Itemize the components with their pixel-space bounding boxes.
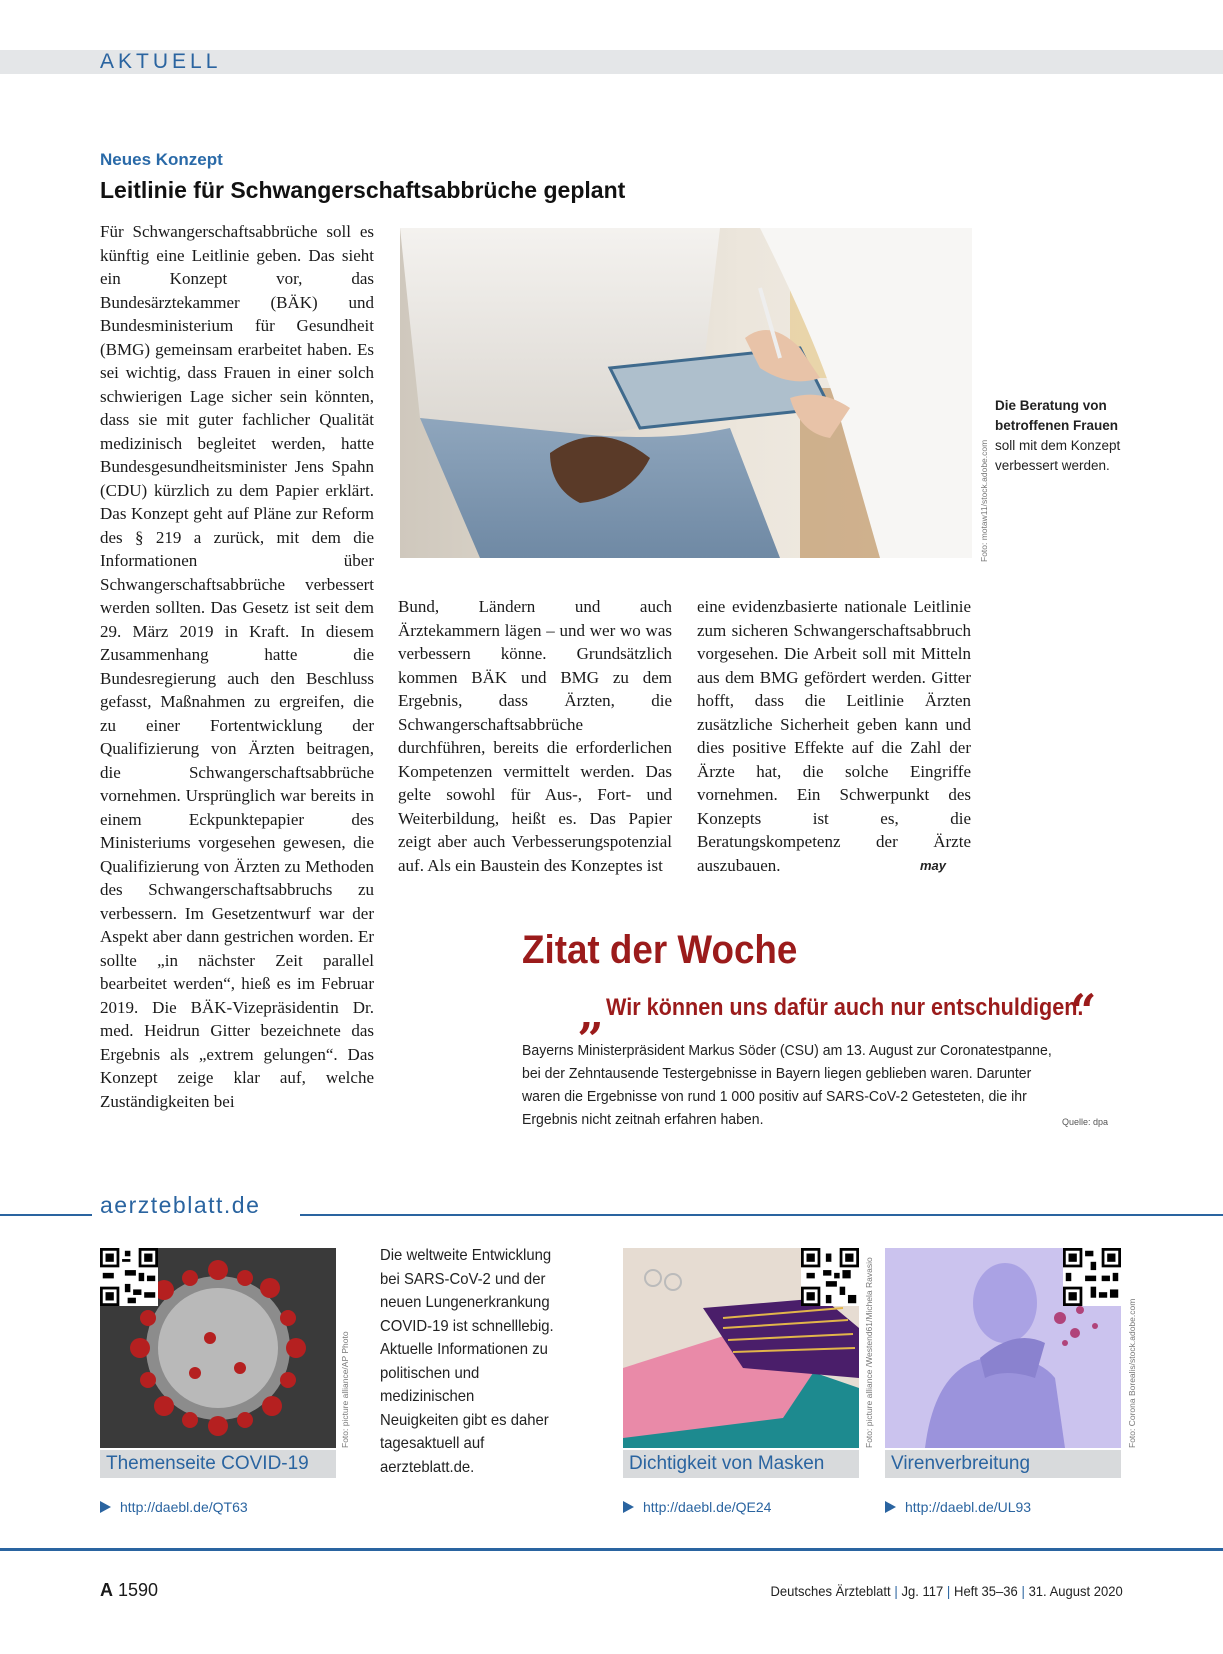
footer-rule xyxy=(0,1548,1223,1551)
tile-1-credit: Foto: picture alliance/AP Photo xyxy=(340,1331,350,1448)
tile-viruses-label[interactable]: Virenverbreitung xyxy=(885,1450,1121,1478)
arrow-right-icon xyxy=(885,1501,896,1513)
tile-viruses-link[interactable] xyxy=(885,1499,1031,1515)
footer-issue: Heft 35–36 xyxy=(954,1583,1019,1599)
article-column-1: Für Schwangerschaftsabbrüche soll es künftig eine Leitlinie geben. Das sieht ein Konzept vor, das Bundesärztekammer (BÄK) und Bundesministerium für Gesundheit (BMG) gemeinsam erarbeitet haben. Es sei wichtig, dass Frauen in einer solch schwierigen Lage sicher sein könnten, dass sie mit guter fachlicher Qualität medizinisch begleitet werden, hatte Bundesgesundheitsminister Jens Spahn (CDU) kürzlich zu dem Papier erklärt. Das Konzept geht auf Pläne zur Reform des § 219 a zurück, mit dem die Informationen über Schwangerschaftsabbrüche verbessert werden sollten. Das Gesetz ist seit dem 29. März 2019 in Kraft. In diesem Zusammenhang hatte die Bundesregierung auch den Beschluss gefasst, Maßnahmen zu ergreifen, die zu einer Fortentwicklung der Qualifizierung von Ärzten beitragen, die Schwangerschaftsabbrüche vornehmen. Ursprünglich war bereits in einem Eckpunktepapier des Ministeriums vorgesehen gewesen, die Qualifizierung von Ärzten zu Methoden des Schwangerschaftsabbruchs zu verbessern. Im Gesetzentwurf war der Aspekt aber dann gestrichen worden. Er sollte „in nächster Zeit parallel bearbeitet werden“, hieß es im Februar 2019. Die BÄK-Vizepräsidentin Dr. med. Heidrun Gitter bezeichnete das Ergebnis als „extrem gelungen“. Das Konzept zeige klar auf, welche Zuständigkeiten bei xyxy=(100,222,374,1111)
page-number xyxy=(100,1580,158,1601)
quote-open-mark: „ xyxy=(578,986,605,1040)
web-section-title: aerzteblatt.de xyxy=(100,1192,261,1218)
tile-covid19-label[interactable]: Themenseite COVID-19 xyxy=(100,1450,336,1478)
quote-description: Bayerns Ministerpräsident Markus Söder (CSU) am 13. August zur Coronatestpanne, bei der Zehntausende Testergebnisse in Bayern liegen geblieben waren. Darunter waren die Ergebnisse von rund 1 000 positiv auf SARS-CoV-2 Getesteten, die ihr Ergebnis nicht zeitnah erfahren haben. xyxy=(522,1043,1052,1128)
footer-publication-info: Deutsches Ärzteblatt | Jg. 117 | Heft 35–36 | 31. August 2020 xyxy=(770,1583,1123,1599)
tile-2-credit: Foto: picture alliance /Westend61/Michela Ravasio xyxy=(864,1257,874,1448)
arrow-right-icon xyxy=(623,1501,634,1513)
tile-covid19-url[interactable]: http://daebl.de/QT63 xyxy=(120,1499,248,1515)
section-label: AKTUELL xyxy=(100,50,222,73)
photo-caption xyxy=(995,396,1125,476)
tile-viruses-url[interactable]: http://daebl.de/UL93 xyxy=(905,1499,1032,1515)
tile-masks-url[interactable]: http://daebl.de/QE24 xyxy=(643,1499,772,1515)
web-section-rule-right xyxy=(300,1214,1223,1216)
qr-code-icon xyxy=(100,1248,158,1306)
quote-close-mark: “ xyxy=(1070,984,1097,1038)
tile-covid19-image[interactable] xyxy=(100,1248,336,1448)
web-intro-text: Die weltweite Entwicklung bei SARS-CoV-2 und der neuen Lungenerkrankung COVID-19 ist schnelllebig. Aktuelle Informationen zu politischen und medizinischen Neuigkeiten gibt es daher tagesaktuell auf aerzteblatt.de. xyxy=(380,1247,554,1476)
caption-rest: soll mit dem Konzept verbessert werden. xyxy=(995,438,1121,473)
footer-date: 31. August 2020 xyxy=(1028,1583,1123,1599)
caption-bold: Die Beratung von betroffenen Frauen xyxy=(995,398,1119,433)
tile-viruses-image[interactable] xyxy=(885,1248,1121,1448)
tile-masks-image[interactable] xyxy=(623,1248,859,1448)
page-number-value: 1590 xyxy=(118,1580,159,1600)
tile-covid19-link[interactable] xyxy=(100,1499,248,1515)
tile-masks-link[interactable] xyxy=(623,1499,771,1515)
quote-source: Quelle: dpa xyxy=(1062,1117,1109,1127)
tile-masks-label[interactable]: Dichtigkeit von Masken xyxy=(623,1450,859,1478)
photo-credit: Foto: motaw11/stock.adobe.com xyxy=(979,439,989,562)
article-headline: Leitlinie für Schwangerschaftsabbrüche geplant xyxy=(100,177,626,203)
quote-title: Zitat der Woche xyxy=(522,928,798,972)
article-photo xyxy=(400,228,972,558)
footer-journal: Deutsches Ärzteblatt xyxy=(770,1583,891,1599)
article-kicker: Neues Konzept xyxy=(100,150,223,169)
qr-code-icon xyxy=(801,1248,859,1306)
arrow-right-icon xyxy=(100,1501,111,1513)
qr-code-icon xyxy=(1063,1248,1121,1306)
article-column-2: Bund, Ländern und auch Ärztekammern lägen – und wer wo was verbessern könne. Grundsätzlich kommen BÄK und BMG zu dem Ergebnis, dass Ärzten, die Schwangerschaftsabbrüche durchführen, bereits die erforderlichen Kompetenzen vermittelt werden. Das gelte sowohl für Aus-, Fort- und Weiterbildung, heißt es. Das Papier zeigt aber auch Verbesserungspotenzial auf. Als ein Baustein des Konzeptes ist xyxy=(398,597,672,875)
web-section-rule-left xyxy=(0,1214,92,1216)
tile-3-credit: Foto: Corona Borealis/stock.adobe.com xyxy=(1127,1298,1137,1448)
author-signature: may xyxy=(920,858,947,873)
footer-volume: Jg. 117 xyxy=(901,1583,944,1599)
quote-text: Wir können uns dafür auch nur entschuldigen. xyxy=(606,994,1084,1021)
page-prefix: A xyxy=(100,1580,113,1600)
consultation-photo xyxy=(400,228,972,558)
article-column-3: eine evidenzbasierte nationale Leitlinie zum sicheren Schwangerschaftsabbruch vorgesehen. Die Arbeit soll mit Mitteln aus dem BMG gefördert werden. Gitter hofft, dass die Leitlinie Ärzten zusätzliche Sicherheit geben kann und dies positive Effekte auf die Zahl der Ärzte hat, die solche Eingriffe vornehmen. Ein Schwerpunkt des Konzepts ist es, die Beratungskompetenz der Ärzte auszubauen. xyxy=(697,597,971,875)
